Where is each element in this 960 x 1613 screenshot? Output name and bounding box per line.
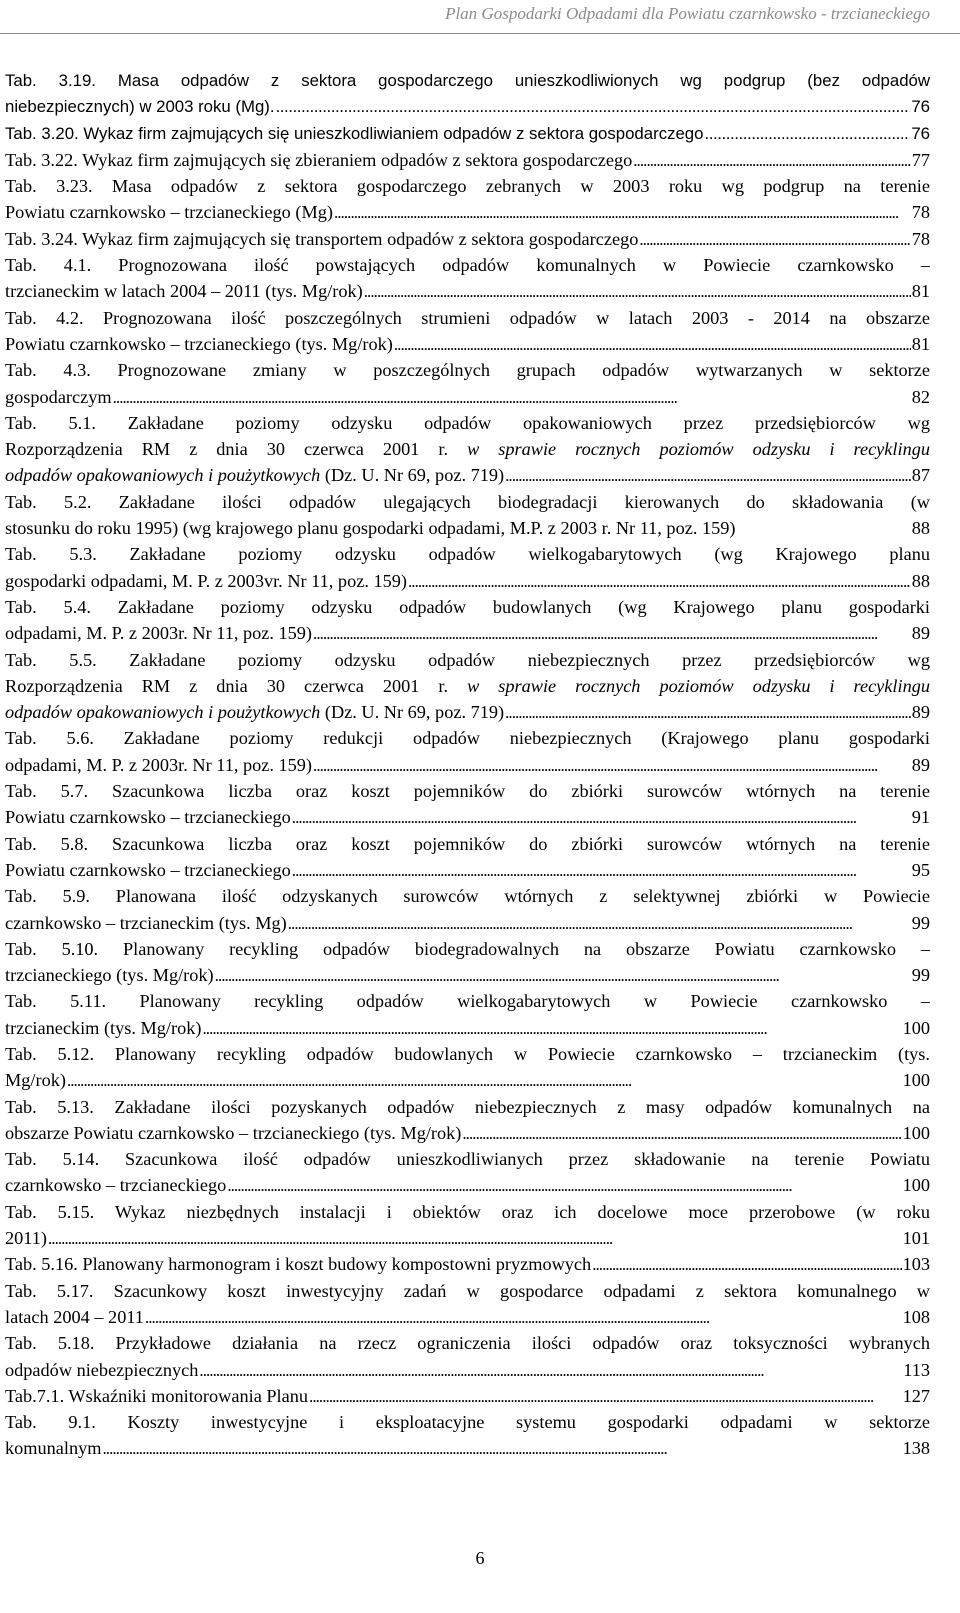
toc-entry-line	[5, 357, 930, 383]
toc-page-number: 76	[911, 123, 930, 143]
toc-dot-leader	[113, 384, 911, 410]
toc-entry-title: Tab. 5.18. Przykładowe działania na rzecz ograniczenia ilości odpadów oraz toksyczności wybranych	[5, 1333, 930, 1354]
toc-entry-title: czarnkowsko – trzcianeckiego	[5, 1175, 227, 1196]
toc-entry[interactable]	[5, 831, 930, 884]
toc-entry-text	[5, 1304, 144, 1330]
toc-entry-line	[5, 173, 930, 199]
toc-entry[interactable]	[5, 1278, 930, 1331]
toc-entry[interactable]	[5, 1146, 930, 1199]
toc-entry-title: Tab. 5.2. Zakładane ilości odpadów ulegających biodegradacji kierowanych do składowania (w	[5, 491, 930, 512]
toc-entry[interactable]	[5, 121, 930, 147]
toc-dot-leader	[364, 278, 911, 304]
toc-entry-line	[5, 462, 930, 488]
toc-entry-title: Tab. 5.5. Zakładane poziomy odzysku odpadów niebezpiecznych przez przedsiębiorców wg	[5, 649, 930, 670]
toc-entry-line	[5, 252, 930, 278]
toc-entry-text	[5, 226, 638, 252]
toc-entry-text	[5, 1225, 47, 1251]
toc-entry-line	[5, 910, 930, 936]
toc-entry-text	[5, 620, 312, 646]
toc-dot-leader	[639, 226, 910, 252]
toc-entry-title: Tab. 5.9. Planowana ilość odzyskanych surowców wtórnych z selektywnej zbiórki w Powiecie	[5, 886, 930, 907]
toc-entry[interactable]	[5, 147, 930, 173]
toc-page-number: 103	[902, 1254, 930, 1275]
toc-page-number: 81	[911, 333, 930, 354]
toc-entry-title: Tab. 3.20. Wykaz firm zajmujących się unieszkodliwianiem odpadów z sektora gospodarczego	[5, 123, 704, 143]
toc-page-number: 99	[911, 912, 930, 933]
toc-entry-text	[5, 1435, 101, 1461]
toc-entry-title: odpadów niebezpiecznych	[5, 1359, 199, 1380]
toc-entry-text	[5, 752, 312, 778]
toc-entry-text	[5, 462, 504, 488]
toc-entry-line	[5, 1357, 930, 1383]
toc-page-number: 81	[911, 281, 930, 302]
toc-entry-line	[5, 752, 930, 778]
toc-dot-leader	[102, 1435, 901, 1461]
toc-entry-title: Tab. 5.8. Szacunkowa liczba oraz koszt pojemników do zbiórki surowców wtórnych na terenie	[5, 833, 930, 854]
toc-entry-title: Tab. 5.10. Planowany recykling odpadów biodegradowalnych na obszarze Powiatu czarnkowsko –	[5, 938, 930, 959]
toc-entry[interactable]	[5, 883, 930, 936]
toc-entry-title: Rozporządzenia RM z dnia 30 czerwca 2001 r.	[5, 675, 449, 696]
toc-entry-title: Tab. 3.24. Wykaz firm zajmujących się transportem odpadów z sektora gospodarczego	[5, 228, 639, 249]
toc-entry-title: Tab. 4.2. Prognozowana ilość poszczególnych strumieni odpadów w latach 2003 - 2014 na obszarze	[5, 307, 930, 328]
toc-page-number: 76	[911, 97, 930, 117]
toc-entry-title: trzcianeckim (tys. Mg/rok)	[5, 1017, 202, 1038]
toc-entry-line	[5, 1120, 930, 1146]
toc-entry-line	[5, 778, 930, 804]
toc-entry-title: Tab. 4.1. Prognozowana ilość powstających odpadów komunalnych w Powiecie czarnkowsko –	[5, 255, 930, 276]
toc-page-number: 99	[911, 965, 930, 986]
toc-entry-title: Tab. 5.17. Szacunkowy koszt inwestycyjny zadań w gospodarce odpadami z sektora komunalnego w	[5, 1280, 930, 1301]
toc-page-number: 127	[902, 1385, 930, 1406]
toc-entry-line	[5, 1435, 930, 1461]
toc-entry-title: 2011)	[5, 1228, 47, 1249]
toc-dot-leader	[313, 620, 911, 646]
toc-entry-text	[5, 1015, 201, 1041]
toc-entry-line	[5, 1172, 930, 1198]
toc-entry-line	[5, 436, 930, 462]
toc-entry-line	[5, 962, 930, 988]
toc-page-number: 101	[902, 1228, 930, 1249]
toc-dot-leader	[505, 699, 911, 725]
toc-page-number: 82	[911, 386, 930, 407]
toc-entry-line	[5, 1225, 930, 1251]
toc-page-number: 113	[903, 1359, 930, 1380]
toc-dot-leader	[309, 1383, 902, 1409]
toc-page-number: 100	[902, 1017, 930, 1038]
toc-entry-line	[5, 1383, 930, 1409]
toc-entry-title: Powiatu czarnkowsko – trzcianeckiego	[5, 807, 291, 828]
toc-entry-text	[5, 1251, 591, 1277]
toc-entry-text	[5, 1120, 461, 1146]
toc-entry-text	[5, 515, 735, 541]
toc-page-number: 89	[911, 702, 930, 723]
toc-entry-text	[5, 331, 393, 357]
toc-entry-title: Tab. 5.6. Zakładane poziomy redukcji odpadów niebezpiecznych (Krajowego planu gospodarki	[5, 728, 930, 749]
toc-entry-title: Tab. 5.14. Szacunkowa ilość odpadów unieszkodliwianych przez składowanie na terenie Powiatu	[5, 1149, 930, 1170]
toc-entry-title: Tab. 5.4. Zakładane poziomy odzysku odpadów budowlanych (wg Krajowego planu gospodarki	[5, 596, 930, 617]
toc-dot-leader	[199, 1357, 902, 1383]
toc-entry[interactable]	[5, 489, 930, 542]
toc-entry[interactable]	[5, 725, 930, 778]
toc-entry-title: obszarze Powiatu czarnkowsko – trzcianeckiego (tys. Mg/rok)	[5, 1122, 462, 1143]
toc-dot-leader	[145, 1304, 902, 1330]
toc-entry-title: Tab. 5.15. Wykaz niezbędnych instalacji i obiektów oraz ich docelowe moce przerobowe (w roku	[5, 1201, 930, 1222]
toc-entry-title: Tab. 5.1. Zakładane poziomy odzysku odpadów opakowaniowych przez przedsiębiorców wg	[5, 412, 930, 433]
toc-entry-title: gospodarki odpadami, M. P. z 2003vr. Nr 11, poz. 159)	[5, 570, 407, 591]
toc-dot-leader	[202, 1015, 901, 1041]
toc-entry[interactable]	[5, 1330, 930, 1383]
toc-entry-line	[5, 1278, 930, 1304]
toc-entry[interactable]	[5, 305, 930, 358]
toc-entry-text	[5, 121, 703, 147]
toc-page-number: 87	[911, 465, 930, 486]
toc-entry-title: trzcianeckim w latach 2004 – 2011 (tys. Mg/rok)	[5, 281, 363, 302]
toc-entry-line	[5, 331, 930, 357]
toc-entry-line	[5, 936, 930, 962]
toc-entry-title: Mg/rok)	[5, 1070, 66, 1091]
toc-entry-line	[5, 699, 930, 725]
toc-entry-line	[5, 1330, 930, 1356]
toc-entry-title-italic: odpadów opakowaniowych i poużytkowych	[5, 465, 321, 486]
toc-entry-text	[5, 1172, 226, 1198]
toc-entry[interactable]	[5, 410, 930, 489]
toc-entry-line	[5, 1146, 930, 1172]
toc-entry[interactable]	[5, 68, 930, 121]
toc-page-number: 77	[911, 149, 930, 170]
toc-dot-leader	[48, 1225, 902, 1251]
toc-entry[interactable]	[5, 1041, 930, 1094]
toc-entry-title: gospodarczym	[5, 386, 112, 407]
toc-entry-title-italic: w sprawie rocznych poziomów odzysku i recyklingu	[448, 675, 930, 696]
toc-entry[interactable]	[5, 1094, 930, 1147]
toc-entry-title: Powiatu czarnkowsko – trzcianeckiego	[5, 859, 291, 880]
toc-page-number: 100	[902, 1070, 930, 1091]
toc-entry-line	[5, 121, 930, 147]
toc-entry[interactable]	[5, 1199, 930, 1252]
toc-entry-title: Tab. 5.16. Planowany harmonogram i koszt budowy kompostowni pryzmowych	[5, 1254, 592, 1275]
toc-entry-line	[5, 1199, 930, 1225]
toc-entry-title: latach 2004 – 2011	[5, 1306, 144, 1327]
toc-entry-line	[5, 94, 930, 120]
toc-entry-line	[5, 384, 930, 410]
toc-entry[interactable]	[5, 252, 930, 305]
toc-entry-line	[5, 410, 930, 436]
toc-dot-leader	[505, 462, 911, 488]
toc-entry-line	[5, 305, 930, 331]
toc-entry-text	[5, 94, 275, 120]
toc-entry-title: Tab. 5.12. Planowany recykling odpadów budowlanych w Powiecie czarnkowsko – trzcianeckim (tys.	[5, 1043, 930, 1064]
toc-entry-title: Tab. 5.11. Planowany recykling odpadów wielkogabarytowych w Powiecie czarnkowsko –	[5, 991, 930, 1012]
header-rule	[0, 33, 960, 34]
toc-entry-text	[5, 1357, 198, 1383]
toc-page-number: 100	[902, 1175, 930, 1196]
toc-entry-title: Tab. 3.23. Masa odpadów z sektora gospodarczego zebranych w 2003 roku wg podgrup na terenie	[5, 176, 930, 197]
toc-entry-title: Tab. 4.3. Prognozowane zmiany w poszczególnych grupach odpadów wytwarzanych w sektorze	[5, 360, 930, 381]
toc-page-number: 89	[911, 754, 930, 775]
toc-entry-title-italic: w sprawie rocznych poziomów odzysku i recyklingu	[448, 439, 930, 460]
toc-entry-title: Rozporządzenia RM z dnia 30 czerwca 2001 r.	[5, 439, 449, 460]
toc-entry-line	[5, 147, 930, 173]
toc-entry-title: Tab. 9.1. Koszty inwestycyjne i eksploatacyjne systemu gospodarki odpadami w sektorze	[5, 1412, 930, 1433]
toc-entry-line	[5, 857, 930, 883]
toc-page-number: 78	[911, 228, 930, 249]
toc-entry-text	[5, 804, 291, 830]
toc-page-number: 88	[911, 518, 930, 539]
toc-entry[interactable]	[5, 541, 930, 594]
toc-entry-title: trzcianeckiego (tys. Mg/rok)	[5, 965, 214, 986]
toc-entry-title: stosunku do roku 1995) (wg krajowego planu gospodarki odpadami, M.P. z 2003 r. Nr 11, poz. 159)	[5, 518, 736, 539]
toc-dot-leader	[633, 147, 910, 173]
toc-entry[interactable]	[5, 594, 930, 647]
toc-entry-title: czarnkowsko – trzcianeckim (tys. Mg)	[5, 912, 287, 933]
toc-entry-title: Tab. 3.22. Wykaz firm zajmujących się zbieraniem odpadów z sektora gospodarczego	[5, 149, 633, 170]
toc-entry[interactable]	[5, 1383, 930, 1409]
toc-dot-leader	[227, 1172, 901, 1198]
toc-entry[interactable]	[5, 1251, 930, 1277]
toc-entry[interactable]	[5, 988, 930, 1041]
toc-entry-title: komunalnym	[5, 1438, 102, 1459]
toc-page-number: 108	[902, 1306, 930, 1327]
toc-dot-leader	[292, 804, 911, 830]
toc-entry-text	[5, 278, 363, 304]
toc-entry-line	[5, 1067, 930, 1093]
toc-dot-leader	[394, 331, 911, 357]
toc-entry-title-italic: odpadów opakowaniowych i poużytkowych	[5, 702, 321, 723]
toc-entry-line	[5, 541, 930, 567]
toc-entry-text	[5, 199, 333, 225]
toc-page-number: 95	[911, 859, 930, 880]
toc-entry-text	[5, 1383, 308, 1409]
toc-entry[interactable]	[5, 778, 930, 831]
toc-page-number: 78	[911, 202, 930, 223]
toc-dot-leader	[288, 910, 911, 936]
toc-entry-line	[5, 725, 930, 751]
toc-entry-line	[5, 804, 930, 830]
toc-entry-line	[5, 68, 930, 94]
toc-entry-title: odpadami, M. P. z 2003r. Nr 11, poz. 159)	[5, 623, 313, 644]
toc-dot-leader	[334, 199, 911, 225]
toc-entry-title: Powiatu czarnkowsko – trzcianeckiego (tys. Mg/rok)	[5, 333, 393, 354]
toc-entry-line	[5, 1409, 930, 1435]
toc-page-number: 89	[911, 623, 930, 644]
toc-dot-leader	[276, 94, 911, 120]
toc-dot-leader	[704, 121, 910, 147]
toc-entry-line	[5, 673, 930, 699]
page-number: 6	[475, 1548, 485, 1568]
toc-entry-line	[5, 226, 930, 252]
toc-entry[interactable]	[5, 226, 930, 252]
toc-dot-leader	[215, 962, 911, 988]
toc-entry[interactable]	[5, 357, 930, 410]
toc-entry-line	[5, 883, 930, 909]
toc-entry-text	[5, 147, 632, 173]
toc-entry-title: (Dz. U. Nr 69, poz. 719)	[320, 465, 505, 486]
toc-entry-title: Tab. 3.19. Masa odpadów z sektora gospodarczego unieszkodliwionych wg podgrup (bez odpadów	[5, 71, 930, 90]
toc-dot-leader	[313, 752, 911, 778]
toc-entry[interactable]	[5, 936, 930, 989]
toc-entry[interactable]	[5, 1409, 930, 1462]
toc-entry-title: Tab. 5.13. Zakładane ilości pozyskanych odpadów niebezpiecznych z masy odpadów komunalnych na	[5, 1096, 930, 1117]
toc-entry-line	[5, 489, 930, 515]
toc-entry-text	[5, 384, 112, 410]
toc-entry-title: niebezpiecznych) w 2003 roku (Mg).	[5, 97, 275, 117]
table-of-contents	[5, 68, 930, 1462]
toc-entry-title: Powiatu czarnkowsko – trzcianeckiego (Mg)	[5, 202, 333, 223]
toc-entry-title: Tab. 5.7. Szacunkowa liczba oraz koszt pojemników do zbiórki surowców wtórnych na terenie	[5, 781, 930, 802]
toc-entry-line	[5, 1015, 930, 1041]
toc-dot-leader	[408, 568, 911, 594]
toc-page-number: 88	[911, 570, 930, 591]
toc-dot-leader	[67, 1067, 902, 1093]
toc-entry-text	[5, 962, 214, 988]
toc-entry-line	[5, 1304, 930, 1330]
toc-page-number: 91	[911, 807, 930, 828]
toc-dot-leader	[462, 1120, 901, 1146]
toc-entry[interactable]	[5, 173, 930, 226]
toc-entry-text	[5, 910, 287, 936]
toc-entry-line	[5, 647, 930, 673]
toc-entry-text	[5, 699, 504, 725]
toc-entry-text	[5, 857, 291, 883]
toc-entry-title: Tab. 5.3. Zakładane poziomy odzysku odpadów wielkogabarytowych (wg Krajowego planu	[5, 544, 930, 565]
toc-entry-line	[5, 278, 930, 304]
running-header: Plan Gospodarki Odpadami dla Powiatu czarnkowsko - trzcianeckiego	[445, 4, 930, 23]
toc-entry-line	[5, 1094, 930, 1120]
toc-entry-line	[5, 515, 930, 541]
toc-entry-line	[5, 620, 930, 646]
toc-page-number: 138	[902, 1438, 930, 1459]
toc-entry-line	[5, 199, 930, 225]
toc-entry-text	[5, 568, 407, 594]
toc-entry-title: odpadami, M. P. z 2003r. Nr 11, poz. 159)	[5, 754, 313, 775]
toc-entry-line	[5, 568, 930, 594]
toc-entry-line	[5, 1041, 930, 1067]
toc-dot-leader	[292, 857, 911, 883]
toc-entry-text	[5, 1067, 66, 1093]
toc-entry-line	[5, 594, 930, 620]
toc-page-number: 100	[902, 1122, 930, 1143]
toc-entry-title: Tab.7.1. Wskaźniki monitorowania Planu	[5, 1385, 309, 1406]
toc-entry-line	[5, 988, 930, 1014]
toc-entry-line	[5, 1251, 930, 1277]
toc-entry[interactable]	[5, 647, 930, 726]
toc-entry-line	[5, 831, 930, 857]
toc-dot-leader	[592, 1251, 901, 1277]
toc-entry-title: (Dz. U. Nr 69, poz. 719)	[320, 702, 505, 723]
